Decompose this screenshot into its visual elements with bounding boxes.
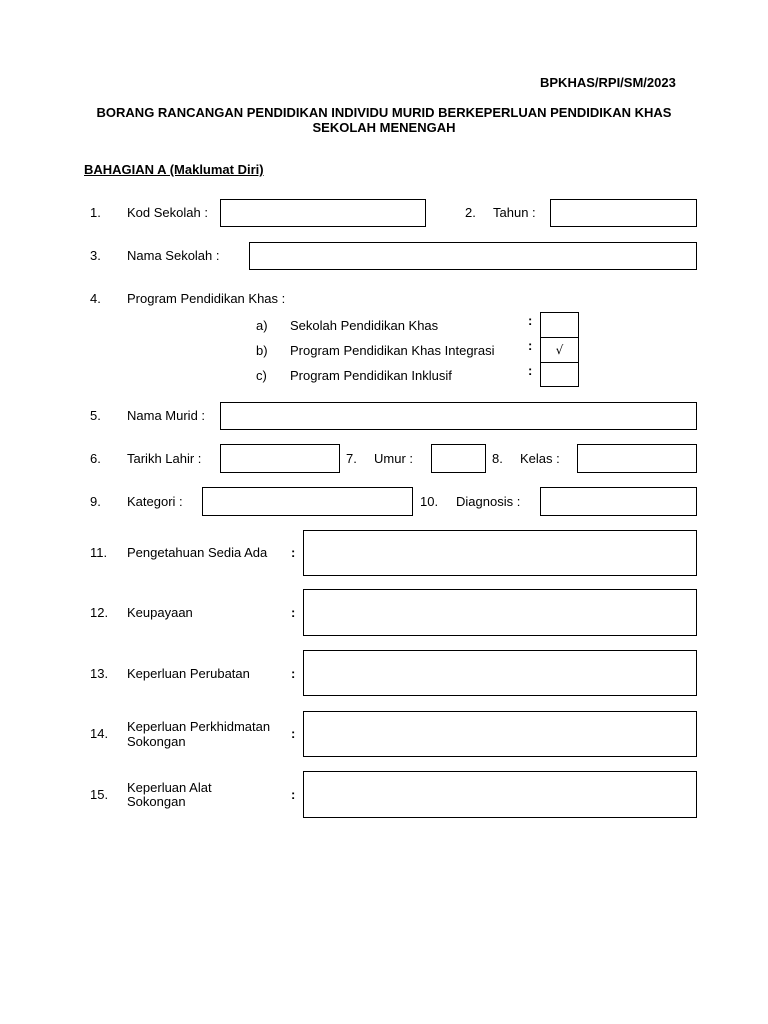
- field-number-5: 5.: [90, 408, 101, 423]
- form-title-line-2: SEKOLAH MENENGAH: [312, 120, 456, 135]
- form-code: BPKHAS/RPI/SM/2023: [540, 75, 676, 90]
- program-option-b-letter: b): [256, 343, 268, 358]
- nama-sekolah-field[interactable]: [249, 242, 697, 270]
- diagnosis-field[interactable]: [540, 487, 697, 516]
- program-option-a-letter: a): [256, 318, 268, 333]
- umur-label: Umur :: [374, 451, 413, 466]
- field-number-13: 13.: [90, 666, 109, 681]
- nama-murid-field[interactable]: [220, 402, 697, 430]
- section-heading: BAHAGIAN A (Maklumat Diri): [84, 162, 264, 177]
- program-option-c-letter: c): [256, 368, 267, 383]
- alat-label-line-1: Keperluan Alat: [127, 780, 212, 795]
- program-option-c-checkbox[interactable]: [540, 362, 579, 387]
- perkhidmatan-label-line-1: Keperluan Perkhidmatan: [127, 719, 271, 734]
- kelas-label: Kelas :: [520, 451, 560, 466]
- pengetahuan-colon: :: [291, 545, 296, 560]
- program-option-a-label: Sekolah Pendidikan Khas: [290, 318, 439, 333]
- field-number-10: 10.: [420, 494, 439, 509]
- field-number-15: 15.: [90, 787, 109, 802]
- perkhidmatan-field[interactable]: [303, 711, 697, 757]
- kod-sekolah-field[interactable]: [220, 199, 426, 227]
- tarikh-lahir-label: Tarikh Lahir :: [127, 451, 202, 466]
- check-mark-icon: √: [555, 343, 564, 357]
- keupayaan-colon: :: [291, 605, 296, 620]
- kelas-field[interactable]: [577, 444, 697, 473]
- program-option-a-colon: :: [528, 313, 533, 328]
- tahun-label: Tahun :: [493, 205, 536, 220]
- tarikh-lahir-field[interactable]: [220, 444, 340, 473]
- program-option-c-colon: :: [528, 363, 533, 378]
- perubatan-label: Keperluan Perubatan: [127, 666, 250, 681]
- program-label: Program Pendidikan Khas :: [127, 291, 286, 306]
- umur-field[interactable]: [431, 444, 486, 473]
- pengetahuan-label: Pengetahuan Sedia Ada: [127, 545, 268, 560]
- diagnosis-label: Diagnosis :: [456, 494, 521, 509]
- alat-field[interactable]: [303, 771, 697, 818]
- perkhidmatan-colon: :: [291, 726, 296, 741]
- field-number-9: 9.: [90, 494, 101, 509]
- nama-sekolah-label: Nama Sekolah :: [127, 248, 220, 263]
- perubatan-colon: :: [291, 666, 296, 681]
- form-title-line-1: BORANG RANCANGAN PENDIDIKAN INDIVIDU MURID BERKEPERLUAN PENDIDIKAN KHAS: [96, 105, 672, 120]
- field-number-4: 4.: [90, 291, 101, 306]
- program-option-c-label: Program Pendidikan Inklusif: [290, 368, 452, 383]
- program-option-b-label: Program Pendidikan Khas Integrasi: [290, 343, 495, 358]
- field-number-1: 1.: [90, 205, 101, 220]
- kategori-label: Kategori :: [127, 494, 183, 509]
- field-number-8: 8.: [492, 451, 503, 466]
- kategori-field[interactable]: [202, 487, 413, 516]
- nama-murid-label: Nama Murid :: [127, 408, 206, 423]
- program-option-b-colon: :: [528, 338, 533, 353]
- keupayaan-label: Keupayaan: [127, 605, 193, 620]
- field-number-2: 2.: [465, 205, 476, 220]
- perkhidmatan-label-line-2: Sokongan: [127, 734, 186, 749]
- field-number-6: 6.: [90, 451, 101, 466]
- alat-colon: :: [291, 787, 296, 802]
- program-option-a-checkbox[interactable]: [540, 312, 579, 338]
- field-number-14: 14.: [90, 726, 109, 741]
- keupayaan-field[interactable]: [303, 589, 697, 636]
- pengetahuan-field[interactable]: [303, 530, 697, 576]
- field-number-12: 12.: [90, 605, 109, 620]
- field-number-7: 7.: [346, 451, 357, 466]
- perubatan-field[interactable]: [303, 650, 697, 696]
- kod-sekolah-label: Kod Sekolah :: [127, 205, 208, 220]
- program-option-b-checkbox[interactable]: [540, 337, 579, 363]
- alat-label-line-2: Sokongan: [127, 794, 186, 809]
- field-number-3: 3.: [90, 248, 101, 263]
- field-number-11: 11.: [90, 545, 108, 560]
- tahun-field[interactable]: [550, 199, 697, 227]
